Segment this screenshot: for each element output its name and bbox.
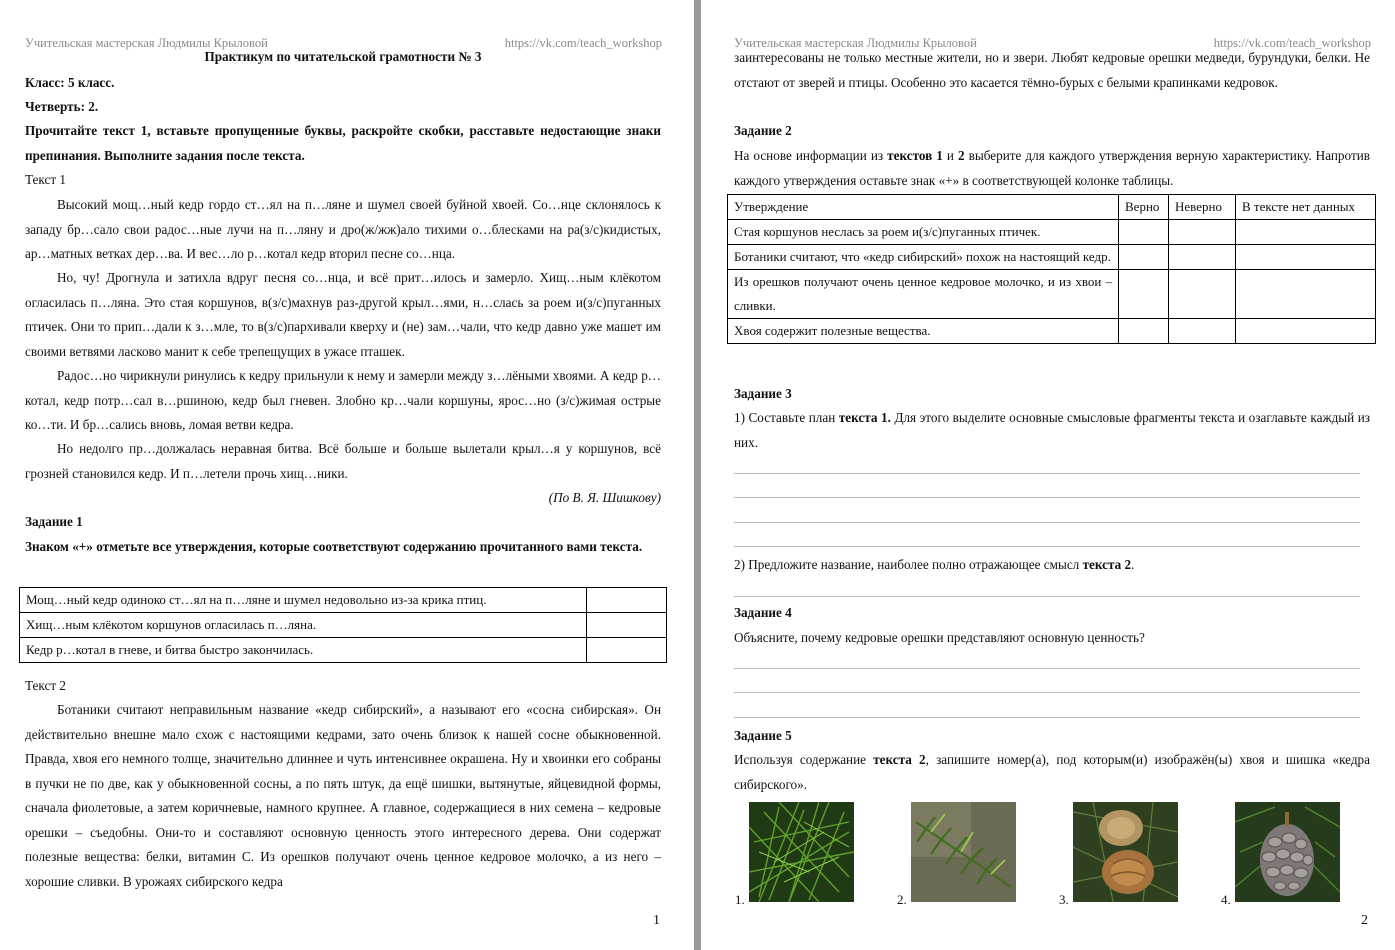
answer-line[interactable] <box>734 473 1360 474</box>
answer-cell[interactable] <box>1236 319 1376 344</box>
column-header: Утверждение <box>728 195 1119 220</box>
text1-paragraph: Но, чу! Дрогнула и затихла вдруг песня со…нца, и всё прит…илось и замерло. Хищ…ным клёкотом огласилась п…ляна. Это стая коршунов, в(з/с)махнув раз-другой крыл…ями, н…слась за роем и(з/с)пуганных птичек. Они то прип…дали к з…мле, то в(з/с)пархивали кверху и (не) зам…чали, что кедр давно уже машет им своими ветвями ласково манит к себе трепещущих в ужасе пташек. <box>25 270 661 359</box>
cedar-cone-image <box>1235 802 1340 902</box>
text1-paragraph: Высокий мощ…ный кедр гордо ст…ял на п…ляне и шумел своей буйной хвоей. Со…нце склонялось к западу бр…сало свои радос…ные лучи на п…ляну и дро(ж/жж)ало тихими о…блесками на ра(з/с)кидистых, ар…матных ветках дер…ва. И вес…ло р…котал кедр вторил песне со…нца. <box>25 197 661 261</box>
answer-cell[interactable] <box>1169 245 1236 270</box>
answer-line[interactable] <box>734 522 1360 523</box>
answer-cell[interactable] <box>1119 270 1169 319</box>
header-left: Учительская мастерская Людмилы Крыловой <box>734 36 977 50</box>
task4-title: Задание 4 <box>734 605 792 620</box>
answer-cell[interactable] <box>1236 220 1376 245</box>
page-number: 2 <box>1361 913 1368 928</box>
statement-cell: Хищ…ным клёкотом коршунов огласилась п…ляна. <box>20 613 587 638</box>
statement-cell: Ботаники считают, что «кедр сибирский» похож на настоящий кедр. <box>728 245 1119 270</box>
text2-label: Текст 2 <box>25 678 66 693</box>
answer-line[interactable] <box>734 717 1360 718</box>
statement-cell: Стая коршунов неслась за роем и(з/с)пуганных птичек. <box>728 220 1119 245</box>
answer-cell[interactable] <box>1236 245 1376 270</box>
table-row <box>728 270 1376 319</box>
image-number: 2. <box>897 892 907 907</box>
grade: Класс: 5 класс. <box>25 75 115 90</box>
task1-text: Знаком «+» отметьте все утверждения, которые соответствуют содержанию прочитанного вами текста. <box>25 539 643 554</box>
larch-cones-image <box>1073 802 1178 902</box>
text1-source: (По В. Я. Шишкову) <box>548 490 661 505</box>
task3-title: Задание 3 <box>734 386 792 401</box>
text2-continuation: заинтересованы не только местные жители, но и звери. Любят кедровые орешки медведи, бурундуки, белки. Не отстают от зверей и птицы. Особенно это касается тёмно-бурых с белыми крапинками кедровок. <box>734 50 1370 90</box>
table-row <box>728 220 1376 245</box>
table-row <box>20 588 667 613</box>
image-number: 4. <box>1221 892 1231 907</box>
text2-paragraph: Ботаники считают неправильным название «кедр сибирский», а называют его «сосна сибирская». Он действительно внешне мало схож с настоящими кедрами, зато очень близок к нашей сосне обыкновенной. Правда, хвоя его немного толще, значительно длиннее и чуть интенсивнее окрашена. Ну и хвоинки его собраны в пучки не по две, как у обыкновенной сосны, а по пять штук, да ещё шишки, вытянутые, яйцевидной формы, сначала фиолетовые, а затем коричневые, намного крупнее. А главное, содержащиеся в них семена – кедровые орешки – съедобны. Они-то и составляют основную ценность этого интересного дерева. Они содержат полезные вещества: белки, витамин С. Из орешков получают очень ценное кедровое молочко, а из него – хорошие сливки. В урожаях сибирского кедра <box>25 702 661 889</box>
answer-line[interactable] <box>734 596 1360 597</box>
column-header: В тексте нет данных <box>1236 195 1376 220</box>
answer-cell[interactable] <box>1236 270 1376 319</box>
page-2 <box>701 0 1395 950</box>
task5-title: Задание 5 <box>734 728 792 743</box>
task1-title: Задание 1 <box>25 514 83 529</box>
table-header-row <box>728 195 1376 220</box>
instruction: Прочитайте текст 1, вставьте пропущенные буквы, раскройте скобки, расставьте недостающие знаки препинания. Выполните задания после текста. <box>25 123 661 163</box>
header-left: Учительская мастерская Людмилы Крыловой <box>25 36 268 50</box>
image-number: 3. <box>1059 892 1069 907</box>
table-row <box>20 613 667 638</box>
task3-question-1: 1) Составьте план текста 1. Для этого выделите основные смысловые фрагменты текста и озаглавьте каждый из них. <box>734 410 1370 450</box>
answer-cell[interactable] <box>1119 220 1169 245</box>
answer-line[interactable] <box>734 692 1360 693</box>
task1-table <box>19 587 667 663</box>
page-title: Практикум по читательской грамотности № 3 <box>204 49 482 64</box>
task2-text: На основе информации из текстов 1 и 2 выберите для каждого утверждения верную характеристику. Напротив каждого утверждения оставьте знак «+» в соответствующей колонке таблицы. <box>734 148 1370 188</box>
answer-cell[interactable] <box>1169 319 1236 344</box>
task2-table <box>727 194 1376 344</box>
answer-cell[interactable] <box>1119 319 1169 344</box>
statement-cell: Кедр р…котал в гневе, и битва быстро закончилась. <box>20 638 587 663</box>
answer-line[interactable] <box>734 497 1360 498</box>
text1-label: Текст 1 <box>25 172 66 187</box>
table-row <box>20 638 667 663</box>
quarter: Четверть: 2. <box>25 99 99 114</box>
image-number: 1. <box>735 892 745 907</box>
answer-cell[interactable] <box>587 588 667 613</box>
statement-cell: Мощ…ный кедр одиноко ст…ял на п…ляне и шумел недовольно из-за крика птиц. <box>20 588 587 613</box>
answer-cell[interactable] <box>1119 245 1169 270</box>
answer-cell[interactable] <box>587 613 667 638</box>
task5-text: Используя содержание текста 2, запишите номер(а), под которым(и) изображён(ы) хвоя и шишка «кедра сибирского». <box>734 752 1371 792</box>
column-header: Верно <box>1119 195 1169 220</box>
task4-text: Объясните, почему кедровые орешки представляют основную ценность? <box>734 630 1145 645</box>
column-header: Неверно <box>1169 195 1236 220</box>
statement-cell: Хвоя содержит полезные вещества. <box>728 319 1119 344</box>
fir-branch-image <box>911 802 1016 902</box>
answer-line[interactable] <box>734 668 1360 669</box>
text1-paragraph: Радос…но чирикнули ринулись к кедру прильнули к нему и замерли между з…лёными хвоями. А кедр р…котал, кедр потр…сал в…ршиною, кедр был гневен. Злобно кр…чали коршуны, ярос…но (з/с)жимая острые ко…ти. И бр…сались вновь, ломая ветви кедра. <box>25 368 661 432</box>
table-row <box>728 245 1376 270</box>
table-row <box>728 319 1376 344</box>
answer-cell[interactable] <box>1169 270 1236 319</box>
task2-title: Задание 2 <box>734 123 792 138</box>
answer-cell[interactable] <box>1169 220 1236 245</box>
task3-question-2: 2) Предложите название, наиболее полно отражающее смысл текста 2. <box>734 557 1135 572</box>
page-number: 1 <box>653 913 660 928</box>
answer-cell[interactable] <box>587 638 667 663</box>
header-right: https://vk.com/teach_workshop <box>504 36 662 50</box>
answer-line[interactable] <box>734 546 1360 547</box>
text1-paragraph: Но недолго пр…должалась неравная битва. Всё больше и больше вылетали крыл…я у коршунов, всё грозней становился кедр. И п…летели прочь хищ…ники. <box>25 441 661 481</box>
statement-cell: Из орешков получают очень ценное кедровое молочко, и из хвои – сливки. <box>728 270 1119 319</box>
page-1 <box>0 0 694 950</box>
header-right: https://vk.com/teach_workshop <box>1213 36 1371 50</box>
pine-needles-image <box>749 802 854 902</box>
